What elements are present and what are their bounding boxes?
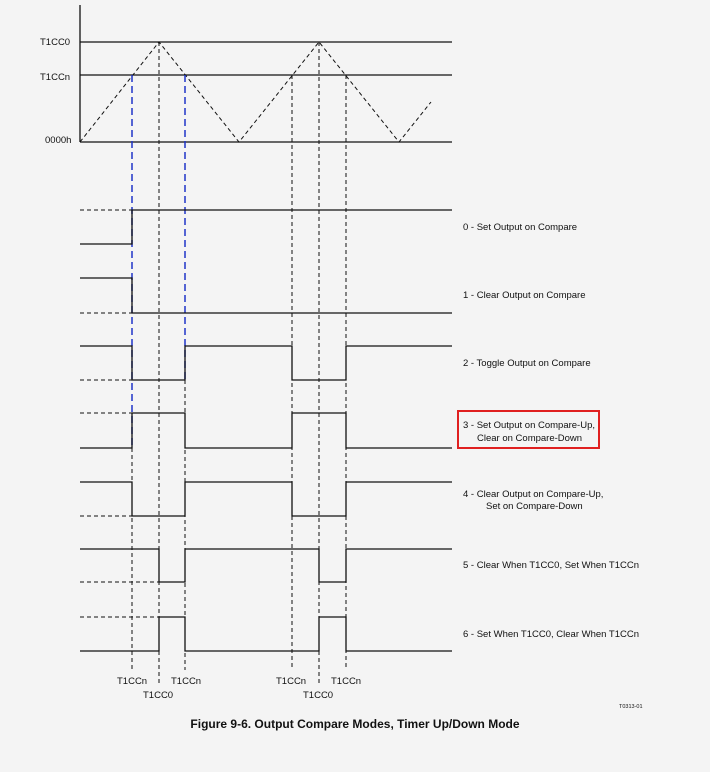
mode-3-label: 3 - Set Output on Compare-Up, — [463, 420, 596, 431]
mode-4-label-line2: Set on Compare-Down — [486, 501, 583, 512]
mode-2-waveform — [80, 346, 452, 380]
mode-5-label: 5 - Clear When T1CC0, Set When T1CCn — [463, 560, 639, 571]
event-label-1: T1CCn — [117, 676, 148, 687]
mode-2-label: 2 - Toggle Output on Compare — [463, 358, 591, 369]
figure-caption: Figure 9-6. Output Compare Modes, Timer Up/Down Mode — [190, 717, 520, 731]
mode-0-label: 0 - Set Output on Compare — [463, 222, 578, 233]
figure-code: T0313-01 — [619, 704, 643, 710]
zero-axis-label: 0000h — [45, 135, 72, 146]
counter-waveform — [80, 5, 452, 142]
t1ccn-axis-label: T1CCn — [40, 72, 71, 83]
mode-6-label: 6 - Set When T1CC0, Clear When T1CCn — [463, 629, 639, 640]
event-label-2: T1CC0 — [143, 690, 174, 701]
mode-1-waveform — [80, 278, 452, 313]
event-guide-lines — [132, 42, 346, 685]
mode-3-label-line2: Clear on Compare-Down — [477, 433, 583, 444]
event-label-4: T1CCn — [276, 676, 307, 687]
mode-1-label: 1 - Clear Output on Compare — [463, 290, 586, 301]
event-label-5: T1CC0 — [303, 690, 334, 701]
mode-4-waveform — [80, 482, 452, 516]
bottom-event-labels — [117, 676, 361, 701]
event-label-6: T1CCn — [331, 676, 362, 687]
mode-5-waveform — [80, 549, 452, 582]
mode-3-waveform — [80, 413, 452, 448]
mode-6-waveform — [80, 617, 452, 651]
mode-4-label: 4 - Clear Output on Compare-Up, — [463, 489, 604, 500]
mode-labels — [463, 222, 639, 640]
mode-waveforms — [80, 210, 452, 651]
t1cc0-axis-label: T1CC0 — [40, 37, 71, 48]
event-label-3: T1CCn — [171, 676, 202, 687]
mode-0-waveform — [80, 210, 452, 244]
